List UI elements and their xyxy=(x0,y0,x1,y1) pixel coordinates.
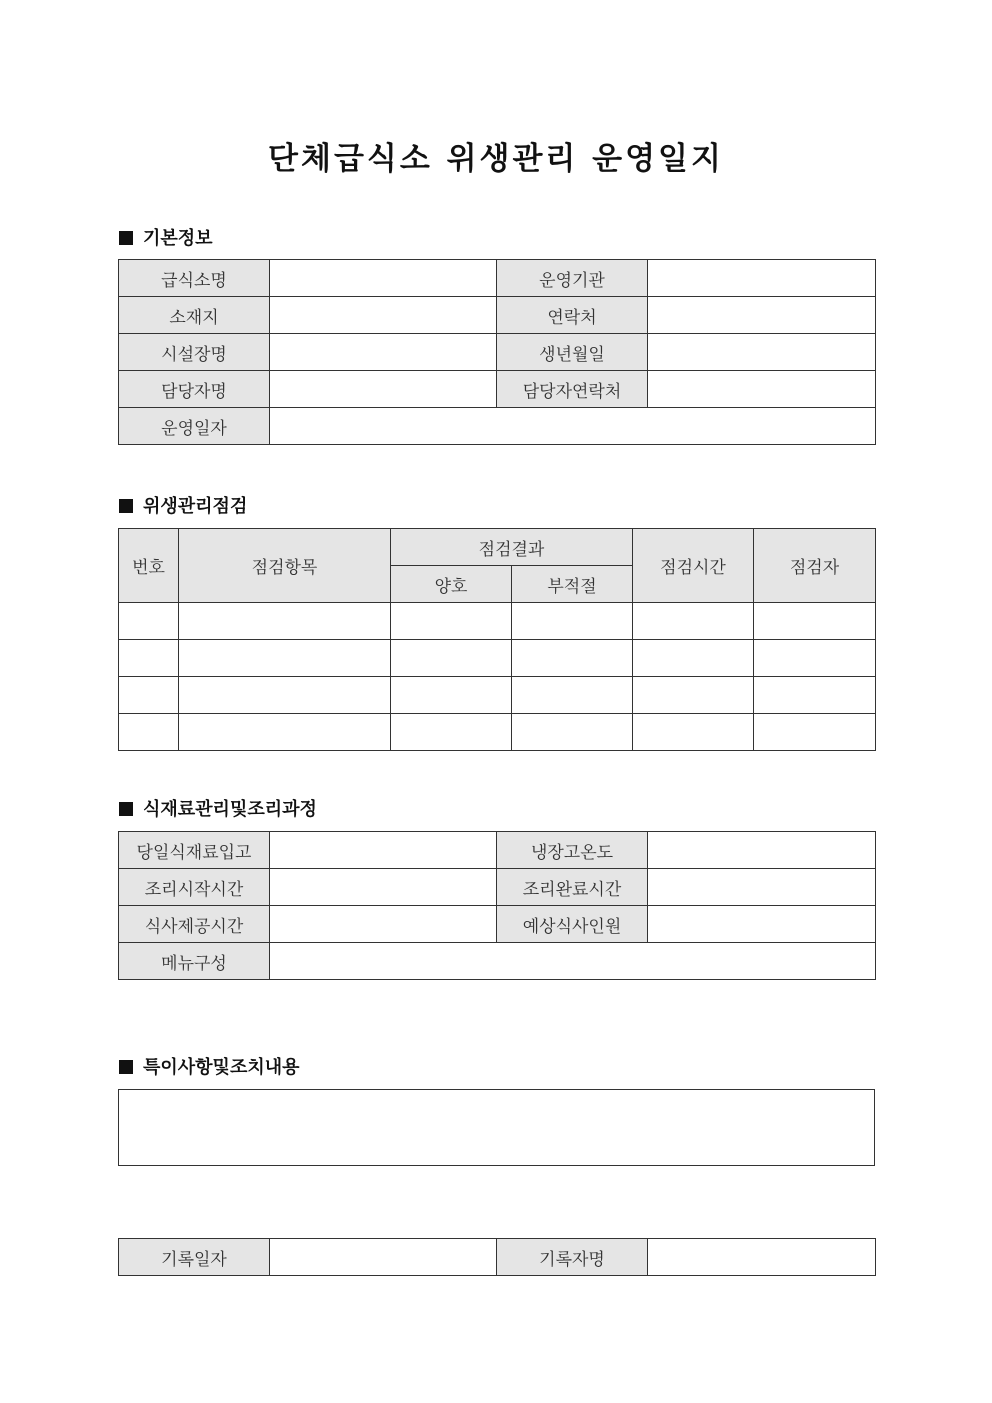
header-inspection-item: 점검항목 xyxy=(179,529,391,603)
expected-diners-field[interactable] xyxy=(648,906,876,943)
label-birth-date: 생년월일 xyxy=(497,334,648,371)
section-hygiene-label: 위생관리점검 xyxy=(143,496,248,517)
cell-number[interactable] xyxy=(119,603,179,640)
record-date-field[interactable] xyxy=(270,1239,497,1276)
cooking-end-field[interactable] xyxy=(648,869,876,906)
label-expected-diners: 예상식사인원 xyxy=(497,906,648,943)
meal-service-time-field[interactable] xyxy=(270,906,497,943)
table-row xyxy=(119,640,876,677)
cell-number[interactable] xyxy=(119,640,179,677)
cell-item[interactable] xyxy=(179,677,391,714)
label-record-date: 기록일자 xyxy=(119,1239,270,1276)
label-cafeteria-name: 급식소명 xyxy=(119,260,270,297)
cell-inadequate[interactable] xyxy=(512,714,633,751)
cell-time[interactable] xyxy=(633,603,754,640)
label-contact: 연락처 xyxy=(497,297,648,334)
cell-inspector[interactable] xyxy=(754,677,876,714)
cell-time[interactable] xyxy=(633,677,754,714)
notes-textbox[interactable] xyxy=(118,1089,875,1166)
fridge-temperature-field[interactable] xyxy=(648,832,876,869)
record-table xyxy=(118,1238,876,1276)
header-inspector: 점검자 xyxy=(754,529,876,603)
table-row xyxy=(119,714,876,751)
cooking-start-field[interactable] xyxy=(270,869,497,906)
menu-field[interactable] xyxy=(270,943,876,980)
label-address: 소재지 xyxy=(119,297,270,334)
square-bullet-icon xyxy=(119,1060,133,1074)
cell-item[interactable] xyxy=(179,640,391,677)
cell-inadequate[interactable] xyxy=(512,603,633,640)
square-bullet-icon xyxy=(119,499,133,513)
label-fridge-temperature: 냉장고온도 xyxy=(497,832,648,869)
label-cooking-end: 조리완료시간 xyxy=(497,869,648,906)
header-result-good: 양호 xyxy=(391,566,512,603)
cell-item[interactable] xyxy=(179,714,391,751)
label-recorder-name: 기록자명 xyxy=(497,1239,648,1276)
header-inspection-result: 점검결과 xyxy=(391,529,633,566)
label-manager-name: 담당자명 xyxy=(119,371,270,408)
food-management-table xyxy=(118,831,876,980)
cell-item[interactable] xyxy=(179,603,391,640)
table-row xyxy=(119,677,876,714)
header-result-inadequate: 부적절 xyxy=(512,566,633,603)
section-heading-food xyxy=(119,795,317,821)
label-director-name: 시설장명 xyxy=(119,334,270,371)
section-notes-label: 특이사항및조치내용 xyxy=(143,1057,300,1078)
label-menu: 메뉴구성 xyxy=(119,943,270,980)
label-meal-service-time: 식사제공시간 xyxy=(119,906,270,943)
operation-date-field[interactable] xyxy=(270,408,876,445)
cell-number[interactable] xyxy=(119,714,179,751)
cell-inspector[interactable] xyxy=(754,714,876,751)
cell-good[interactable] xyxy=(391,677,512,714)
birth-date-field[interactable] xyxy=(648,334,876,371)
square-bullet-icon xyxy=(119,231,133,245)
cell-time[interactable] xyxy=(633,640,754,677)
basic-info-table xyxy=(118,259,876,445)
cell-good[interactable] xyxy=(391,714,512,751)
section-heading-hygiene xyxy=(119,492,247,518)
section-food-label: 식재료관리및조리과정 xyxy=(143,799,317,820)
label-ingredient-receipt: 당일식재료입고 xyxy=(119,832,270,869)
header-number: 번호 xyxy=(119,529,179,603)
cell-inspector[interactable] xyxy=(754,603,876,640)
manager-name-field[interactable] xyxy=(270,371,497,408)
cell-good[interactable] xyxy=(391,640,512,677)
label-operating-agency: 운영기관 xyxy=(497,260,648,297)
cell-time[interactable] xyxy=(633,714,754,751)
director-name-field[interactable] xyxy=(270,334,497,371)
operating-agency-field[interactable] xyxy=(648,260,876,297)
address-field[interactable] xyxy=(270,297,497,334)
square-bullet-icon xyxy=(119,802,133,816)
cafeteria-name-field[interactable] xyxy=(270,260,497,297)
section-heading-notes xyxy=(119,1053,300,1079)
cell-good[interactable] xyxy=(391,603,512,640)
cell-number[interactable] xyxy=(119,677,179,714)
hygiene-inspection-table xyxy=(118,528,876,751)
cell-inspector[interactable] xyxy=(754,640,876,677)
contact-field[interactable] xyxy=(648,297,876,334)
ingredient-receipt-field[interactable] xyxy=(270,832,497,869)
label-operation-date: 운영일자 xyxy=(119,408,270,445)
page-title: 단체급식소 위생관리 운영일지 xyxy=(268,141,724,177)
cell-inadequate[interactable] xyxy=(512,677,633,714)
table-row xyxy=(119,603,876,640)
header-inspection-time: 점검시간 xyxy=(633,529,754,603)
section-heading-basic xyxy=(119,224,213,250)
cell-inadequate[interactable] xyxy=(512,640,633,677)
label-manager-contact: 담당자연락처 xyxy=(497,371,648,408)
label-cooking-start: 조리시작시간 xyxy=(119,869,270,906)
section-basic-label: 기본정보 xyxy=(143,228,213,249)
recorder-name-field[interactable] xyxy=(648,1239,876,1276)
manager-contact-field[interactable] xyxy=(648,371,876,408)
